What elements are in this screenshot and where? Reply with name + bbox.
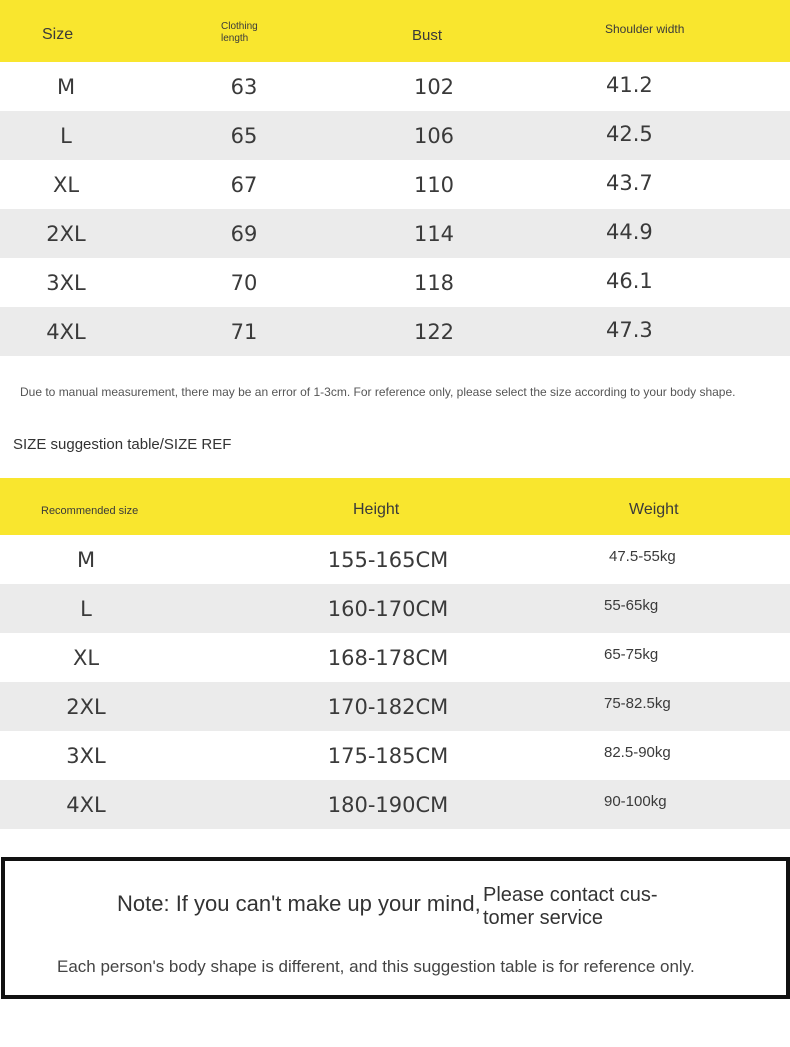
cell-length: 67 [230,172,258,197]
table-row [0,111,790,160]
table-row [0,209,790,258]
header-recommended-size: Recommended size [41,505,139,517]
cell-weight: 55-65kg [604,597,659,614]
table-row [0,258,790,307]
header-clothing-length: Clothing length [221,21,258,44]
table-row [0,682,790,731]
cell-shoulder: 42.5 [606,121,653,146]
cell-size: M [56,74,76,99]
note-sub-text: Each person's body shape is different, and this suggestion table is for reference only. [57,957,695,976]
table-row [0,535,790,584]
cell-length: 65 [230,123,258,148]
cell-height: 155-165CM [327,547,449,572]
cell-size: 3XL [46,270,86,295]
cell-size: M [76,547,96,572]
cell-size: 2XL [46,221,86,246]
cell-shoulder: 41.2 [606,72,653,97]
measurement-note: Due to manual measurement, there may be an error of 1-3cm. For reference only, please select the size according to your body shape. [20,385,736,399]
cell-weight: 82.5-90kg [604,744,671,761]
cell-bust: 102 [413,74,455,99]
cell-size: L [80,596,92,621]
cell-shoulder: 43.7 [606,170,653,195]
cell-bust: 114 [413,221,455,246]
table-row [0,731,790,780]
note-main-text: Note: If you can't make up your mind, [117,891,481,916]
cell-bust: 106 [413,123,455,148]
cell-shoulder: 46.1 [606,268,653,293]
table-row [0,633,790,682]
cell-size: XL [52,172,80,197]
cell-length: 63 [230,74,258,99]
table-row [0,160,790,209]
cell-shoulder: 44.9 [606,219,653,244]
table-row [0,780,790,829]
cell-bust: 122 [413,319,455,344]
cell-length: 70 [230,270,258,295]
cell-height: 160-170CM [327,596,449,621]
table-row [0,62,790,111]
header-bust: Bust [412,27,443,44]
header-shoulder-width: Shoulder width [605,22,685,36]
cell-length: 71 [230,319,258,344]
cell-bust: 110 [413,172,455,197]
cell-height: 175-185CM [327,743,449,768]
cell-size: 4XL [46,319,86,344]
cell-weight: 47.5-55kg [609,548,676,565]
cell-weight: 90-100kg [604,793,667,810]
suggestion-table-title: SIZE suggestion table/SIZE REF [13,436,232,453]
cell-height: 180-190CM [327,792,449,817]
cell-bust: 118 [413,270,455,295]
size-table-header [0,0,790,62]
cell-size: 3XL [66,743,106,768]
cell-size: XL [72,645,100,670]
note-contact-text: Please contact cus- tomer service [483,884,658,929]
header-size: Size [42,26,74,43]
cell-height: 168-178CM [327,645,449,670]
cell-size: 4XL [66,792,106,817]
cell-weight: 75-82.5kg [604,695,671,712]
table-row [0,307,790,356]
table-row [0,584,790,633]
cell-size: L [60,123,72,148]
cell-length: 69 [230,221,258,246]
header-height: Height [353,501,400,518]
cell-size: 2XL [66,694,106,719]
cell-height: 170-182CM [327,694,449,719]
cell-weight: 65-75kg [604,646,659,663]
header-weight: Weight [629,501,679,518]
suggestion-table-header [0,478,790,535]
cell-shoulder: 47.3 [606,317,653,342]
note-box [1,857,790,999]
